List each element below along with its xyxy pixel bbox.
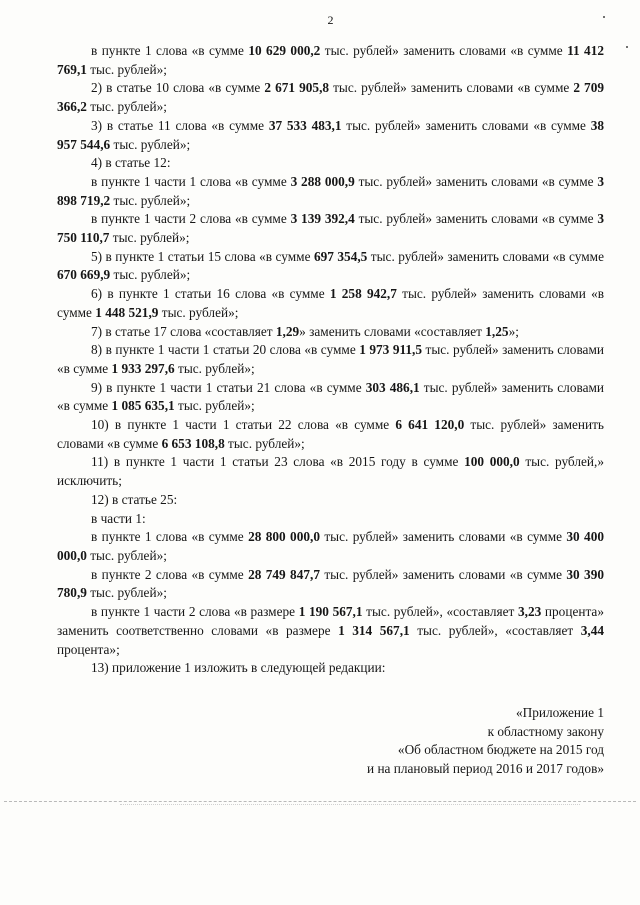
text-run: в пункте 1 слова «в сумме <box>91 529 249 545</box>
text-run: тыс. рублей»; <box>86 99 167 115</box>
text-run: тыс. рублей»; <box>174 398 255 414</box>
text-run: тыс. рублей»; <box>158 304 239 320</box>
amount-value: 3 139 392,4 <box>290 211 355 227</box>
text-run: тыс. рублей» заменить словами «в сумме <box>319 566 567 582</box>
scan-speck <box>603 16 605 18</box>
amendment-paragraph <box>57 603 604 659</box>
amount-value: 30 400 000,0 <box>57 529 605 563</box>
amendment-paragraph <box>57 528 604 565</box>
text-run: тыс. рублей», «составляет <box>362 604 518 620</box>
amendment-paragraph <box>57 659 604 678</box>
amount-value: 28 749 847,7 <box>248 566 320 582</box>
amount-value: 1 190 567,1 <box>298 604 363 620</box>
page-number: 2 <box>327 13 334 27</box>
text-run: тыс. рублей,» исключить; <box>57 454 604 489</box>
text-run: тыс. рублей», «составляет <box>409 622 581 638</box>
text-run: тыс. рублей» заменить словами «в сумме <box>354 173 598 189</box>
text-run: тыс. рублей»; <box>109 230 190 246</box>
text-run: в части 1: <box>91 510 146 526</box>
amount-value: 697 354,5 <box>313 248 368 264</box>
text-run: тыс. рублей» заменить словами «в сумме <box>329 80 574 96</box>
text-run: тыс. рублей»; <box>86 585 167 601</box>
text-run: тыс. рублей»; <box>224 435 305 451</box>
amendment-paragraph <box>57 379 604 416</box>
amendment-paragraph <box>57 42 604 79</box>
text-run: 11) в пункте 1 части 1 статьи 23 слова «в 2015 году в сумме <box>91 454 465 470</box>
text-run: 7) в статье 17 слова «составляет <box>91 323 276 339</box>
amendment-paragraph <box>57 491 604 510</box>
amendment-paragraph <box>57 154 604 173</box>
text-run: 4) в статье 12: <box>91 155 171 171</box>
amount-value: 38 957 544,6 <box>57 117 605 152</box>
amendment-paragraph <box>57 285 604 322</box>
amendment-paragraph <box>57 323 604 342</box>
text-run: »; <box>508 323 519 339</box>
amendment-paragraph <box>57 173 604 210</box>
text-run: тыс. рублей»; <box>110 192 191 208</box>
text-run: тыс. рублей»; <box>174 360 255 376</box>
amendment-paragraph <box>57 416 604 453</box>
text-run: в пункте 2 слова «в сумме <box>91 566 249 582</box>
text-run: 6) в пункте 1 статьи 16 слова «в сумме <box>91 286 330 302</box>
amendment-paragraph <box>57 453 604 490</box>
text-run: процента» заменить соответственно словами «в размере <box>57 604 604 638</box>
amount-value: 1 448 521,9 <box>95 304 159 320</box>
amendment-paragraph <box>57 248 604 285</box>
amendment-paragraph <box>57 510 604 529</box>
amount-value: 1 973 911,5 <box>359 342 423 358</box>
amount-value: 10 629 000,2 <box>248 43 321 58</box>
text-run: тыс. рублей» заменить словами «в сумме <box>320 43 568 58</box>
amount-value: 3 750 110,7 <box>57 211 605 246</box>
amount-value: 3,23 <box>517 604 542 620</box>
amount-value: 1 314 567,1 <box>338 622 410 638</box>
text-run: в пункте 1 части 2 слова «в сумме <box>91 211 291 227</box>
appendix-line: «Об областном бюджете на 2015 год <box>397 742 604 758</box>
amendment-paragraph <box>57 210 604 247</box>
amount-value: 1 085 635,1 <box>111 398 175 414</box>
amount-value: 3 288 000,9 <box>290 173 355 189</box>
text-run: 2) в статье 10 слова «в сумме <box>91 80 265 96</box>
amount-value: 2 709 366,2 <box>57 80 605 115</box>
amount-value: 3,44 <box>580 622 604 638</box>
text-run: в пункте 1 части 1 слова «в сумме <box>91 173 291 189</box>
scan-divider-line <box>4 801 636 802</box>
amendment-paragraph <box>57 117 604 154</box>
appendix-line: и на плановый период 2016 и 2017 годов» <box>367 761 604 777</box>
text-run: » заменить словами «составляет <box>299 323 486 339</box>
text-run: тыс. рублей» заменить словами «в сумме <box>319 529 567 545</box>
scan-divider-line-faint <box>120 804 580 805</box>
text-run: 3) в статье 11 слова «в сумме <box>91 117 269 133</box>
amendment-paragraph <box>57 341 604 378</box>
text-run: тыс. рублей» заменить словами «в сумме <box>367 248 604 264</box>
text-run: тыс. рублей» заменить словами «в сумме <box>57 342 604 376</box>
text-run: тыс. рублей»; <box>110 136 191 152</box>
scan-speck <box>626 46 628 48</box>
amount-value: 1 258 942,7 <box>329 286 397 302</box>
text-run: тыс. рублей» заменить словами «в сумме <box>57 379 605 414</box>
text-run: 13) приложение 1 изложить в следующей редакции: <box>91 660 386 676</box>
amount-value: 1,29 <box>275 323 300 339</box>
appendix-line: «Приложение 1 <box>516 704 604 720</box>
amendment-paragraph <box>57 79 604 116</box>
amount-value: 6 653 108,8 <box>161 435 225 451</box>
text-run: 9) в пункте 1 части 1 статьи 21 слова «в сумме <box>91 379 366 395</box>
text-run: тыс. рублей» заменить словами «в сумме <box>341 117 591 133</box>
text-run: 5) в пункте 1 статьи 15 слова «в сумме <box>91 248 314 264</box>
text-run: тыс. рублей»; <box>86 547 167 563</box>
text-run: в пункте 1 части 2 слова «в размере <box>91 604 299 620</box>
amount-value: 1,25 <box>485 323 509 339</box>
text-run: тыс. рублей» заменить словами «в сумме <box>57 417 604 451</box>
amount-value: 100 000,0 <box>464 454 520 470</box>
appendix-line: к областному закону <box>487 723 604 739</box>
amount-value: 3 898 719,2 <box>57 173 605 208</box>
amount-value: 30 390 780,9 <box>57 566 605 601</box>
amount-value: 670 669,9 <box>57 267 111 283</box>
text-run: 12) в статье 25: <box>91 491 178 507</box>
text-run: 10) в пункте 1 части 1 статьи 22 слова «в сумме <box>91 417 396 433</box>
text-run: тыс. рублей» заменить словами «в сумме <box>354 211 598 227</box>
text-run: в пункте 1 слова «в сумме <box>91 43 249 58</box>
appendix-header <box>57 704 604 779</box>
amount-value: 303 486,1 <box>365 379 420 395</box>
amount-value: 11 412 769,1 <box>57 43 604 77</box>
text-run: процента»; <box>57 641 120 657</box>
text-run: тыс. рублей» заменить словами «в сумме <box>57 286 604 320</box>
amendment-paragraph <box>57 566 604 603</box>
text-run: 8) в пункте 1 части 1 статьи 20 слова «в сумме <box>91 342 360 358</box>
text-run: тыс. рублей»; <box>110 267 191 283</box>
amendments-body <box>57 42 604 678</box>
text-run: тыс. рублей»; <box>86 61 167 77</box>
amount-value: 28 800 000,0 <box>248 529 320 545</box>
amount-value: 37 533 483,1 <box>268 117 342 133</box>
amount-value: 1 933 297,6 <box>111 360 175 376</box>
amount-value: 6 641 120,0 <box>395 417 465 433</box>
amount-value: 2 671 905,8 <box>264 80 330 96</box>
